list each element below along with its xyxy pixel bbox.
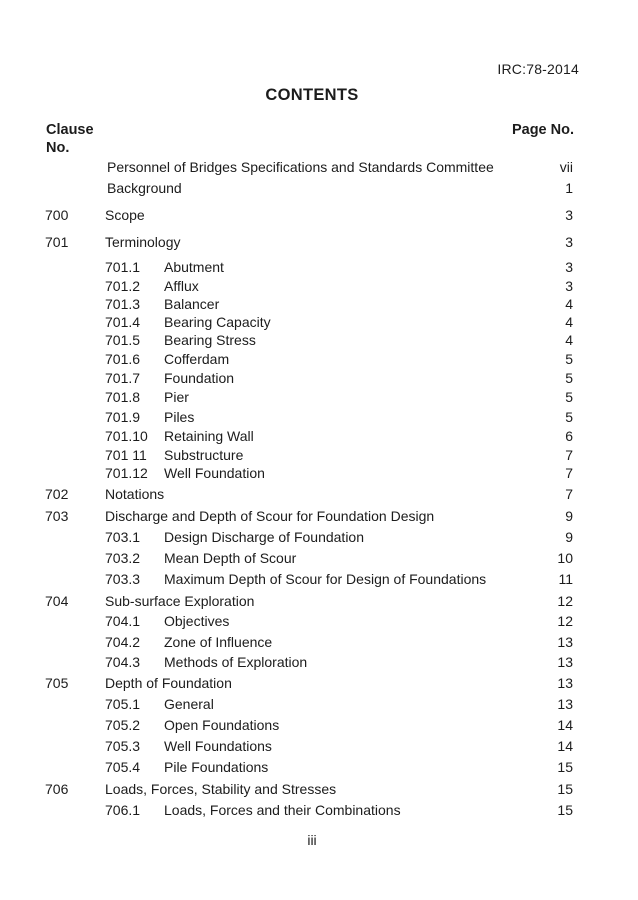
toc-entry-title: Design Discharge of Foundation xyxy=(164,529,365,545)
toc-page-number: 9 xyxy=(565,508,573,524)
toc-row xyxy=(0,673,638,693)
toc-clause-number: 706 xyxy=(45,781,69,797)
toc-row xyxy=(0,506,638,526)
toc-entry-title: Zone of Influence xyxy=(164,634,273,650)
toc-row xyxy=(0,591,638,611)
toc-page-number: 7 xyxy=(565,465,573,481)
toc-page-number: 4 xyxy=(565,332,573,348)
toc-row xyxy=(0,178,638,198)
toc-clause-number: 703 xyxy=(45,508,69,524)
toc-page-number: 12 xyxy=(557,593,573,609)
toc-subclause-number: 703.3 xyxy=(105,571,141,587)
toc-entry-title: Cofferdam xyxy=(164,351,230,367)
toc-subclause-number: 703.2 xyxy=(105,550,141,566)
toc-row xyxy=(0,757,638,777)
toc-subclause-number: 705.1 xyxy=(105,696,141,712)
toc-page-number: 6 xyxy=(565,428,573,444)
toc-entry-title: Scope xyxy=(105,207,145,223)
toc-row xyxy=(0,330,638,350)
toc-entry-title: Background xyxy=(107,180,182,196)
toc-page-number: 7 xyxy=(565,486,573,502)
toc-row xyxy=(0,232,638,252)
toc-page-number: 13 xyxy=(557,654,573,670)
toc-subclause-number: 704.2 xyxy=(105,634,141,650)
toc-entry-title: Pile Foundations xyxy=(164,759,269,775)
toc-subclause-number: 701.10 xyxy=(105,428,148,444)
toc-page-number: 11 xyxy=(558,571,573,587)
toc-entry-title: Well Foundations xyxy=(164,738,272,754)
toc-row xyxy=(0,527,638,547)
toc-subclause-number: 705.3 xyxy=(105,738,141,754)
toc-row xyxy=(0,445,638,465)
toc-row xyxy=(0,779,638,799)
toc-entry-title: Piles xyxy=(164,409,195,425)
toc-page-number: 15 xyxy=(557,781,573,797)
toc-row xyxy=(0,715,638,735)
toc-page-number: 4 xyxy=(565,296,573,312)
toc-entry-title: Methods of Exploration xyxy=(164,654,308,670)
toc-subclause-number: 701.6 xyxy=(105,351,141,367)
toc-page-number: 10 xyxy=(557,550,573,566)
toc-row xyxy=(0,611,638,631)
toc-page-number: 5 xyxy=(565,351,573,367)
toc-entry-title: Discharge and Depth of Scour for Foundation Design xyxy=(105,508,435,524)
column-header-clause xyxy=(46,121,94,157)
toc-page-number: 1 xyxy=(565,180,573,196)
toc-subclause-number: 704.3 xyxy=(105,654,141,670)
toc-page-number: 15 xyxy=(557,759,573,775)
toc-row xyxy=(0,736,638,756)
clause-header-line-1: Clause xyxy=(46,122,94,138)
toc-entry-title: Mean Depth of Scour xyxy=(164,550,297,566)
toc-entry-title: Bearing Capacity xyxy=(164,314,271,330)
toc-row xyxy=(0,312,638,332)
toc-clause-number: 701 xyxy=(45,234,69,250)
toc-row xyxy=(0,157,638,177)
toc-entry-title: Loads, Forces, Stability and Stresses xyxy=(105,781,337,797)
column-header-page: Page No. xyxy=(511,122,574,138)
toc-entry-title: Personnel of Bridges Specifications and Standards Committee xyxy=(107,159,494,175)
toc-row xyxy=(0,632,638,652)
toc-subclause-number: 701 11 xyxy=(105,447,147,463)
toc-page-number: 5 xyxy=(565,409,573,425)
toc-row xyxy=(0,276,638,296)
page-title: CONTENTS xyxy=(265,86,359,104)
toc-subclause-number: 704.1 xyxy=(105,613,141,629)
toc-entry-title: General xyxy=(164,696,214,712)
toc-row xyxy=(0,800,638,820)
toc-subclause-number: 701.8 xyxy=(105,389,141,405)
toc-page-number: 15 xyxy=(557,802,573,818)
toc-row xyxy=(0,694,638,714)
toc-clause-number: 704 xyxy=(45,593,69,609)
toc-page-number: 13 xyxy=(557,675,573,691)
toc-entry-title: Bearing Stress xyxy=(164,332,256,348)
toc-page-number: 13 xyxy=(557,634,573,650)
toc-subclause-number: 705.4 xyxy=(105,759,141,775)
toc-row xyxy=(0,484,638,504)
toc-row xyxy=(0,652,638,672)
toc-page-number: 3 xyxy=(565,234,573,250)
page-number: iii xyxy=(307,832,317,848)
toc-entry-title: Objectives xyxy=(164,613,230,629)
toc-entry-title: Foundation xyxy=(164,370,235,386)
toc-entry-title: Loads, Forces and their Combinations xyxy=(164,802,401,818)
toc-page-number: 14 xyxy=(557,717,573,733)
toc-subclause-number: 701.1 xyxy=(105,259,141,275)
toc-row xyxy=(0,407,638,427)
toc-row xyxy=(0,257,638,277)
toc-page-number: 4 xyxy=(565,314,573,330)
toc-row xyxy=(0,205,638,225)
toc-row xyxy=(0,426,638,446)
toc-entry-title: Substructure xyxy=(164,447,244,463)
toc-entry-title: Abutment xyxy=(164,259,224,275)
toc-page-number: 9 xyxy=(565,529,573,545)
toc-row xyxy=(0,463,638,483)
toc-page-number: 3 xyxy=(565,207,573,223)
toc-page-number: 3 xyxy=(565,278,573,294)
toc-row xyxy=(0,569,638,589)
document-code: IRC:78-2014 xyxy=(497,61,579,77)
toc-subclause-number: 701.9 xyxy=(105,409,141,425)
toc-subclause-number: 705.2 xyxy=(105,717,141,733)
toc-subclause-number: 701.7 xyxy=(105,370,141,386)
toc-row xyxy=(0,387,638,407)
toc-entry-title: Maximum Depth of Scour for Design of Foundations xyxy=(164,571,487,587)
toc-entry-title: Notations xyxy=(105,486,165,502)
toc-entry-title: Open Foundations xyxy=(164,717,280,733)
toc-page-number: 5 xyxy=(565,389,573,405)
toc-row xyxy=(0,548,638,568)
toc-subclause-number: 703.1 xyxy=(105,529,141,545)
toc-page-number: 14 xyxy=(557,738,573,754)
toc-row xyxy=(0,368,638,388)
clause-header-line-2: No. xyxy=(46,140,70,156)
toc-entry-title: Balancer xyxy=(164,296,220,312)
toc-entry-title: Terminology xyxy=(105,234,181,250)
toc-entry-title: Sub-surface Exploration xyxy=(105,593,255,609)
toc-page-number: 13 xyxy=(557,696,573,712)
toc-row xyxy=(0,349,638,369)
toc-subclause-number: 701.5 xyxy=(105,332,141,348)
toc-page-number: 7 xyxy=(565,447,573,463)
toc-page-number: 5 xyxy=(565,370,573,386)
toc-row xyxy=(0,294,638,314)
toc-page-number: vii xyxy=(559,159,573,175)
toc-subclause-number: 701.4 xyxy=(105,314,141,330)
toc-entry-title: Depth of Foundation xyxy=(105,675,232,691)
toc-clause-number: 700 xyxy=(45,207,69,223)
toc-entry-title: Afflux xyxy=(164,278,199,294)
toc-subclause-number: 701.12 xyxy=(105,465,148,481)
toc-subclause-number: 701.3 xyxy=(105,296,141,312)
toc-subclause-number: 701.2 xyxy=(105,278,141,294)
toc-entry-title: Well Foundation xyxy=(164,465,265,481)
toc-clause-number: 702 xyxy=(45,486,69,502)
toc-clause-number: 705 xyxy=(45,675,69,691)
toc-entry-title: Retaining Wall xyxy=(164,428,254,444)
toc-entry-title: Pier xyxy=(164,389,189,405)
toc-subclause-number: 706.1 xyxy=(105,802,141,818)
toc-page-number: 3 xyxy=(565,259,573,275)
toc-page-number: 12 xyxy=(557,613,573,629)
